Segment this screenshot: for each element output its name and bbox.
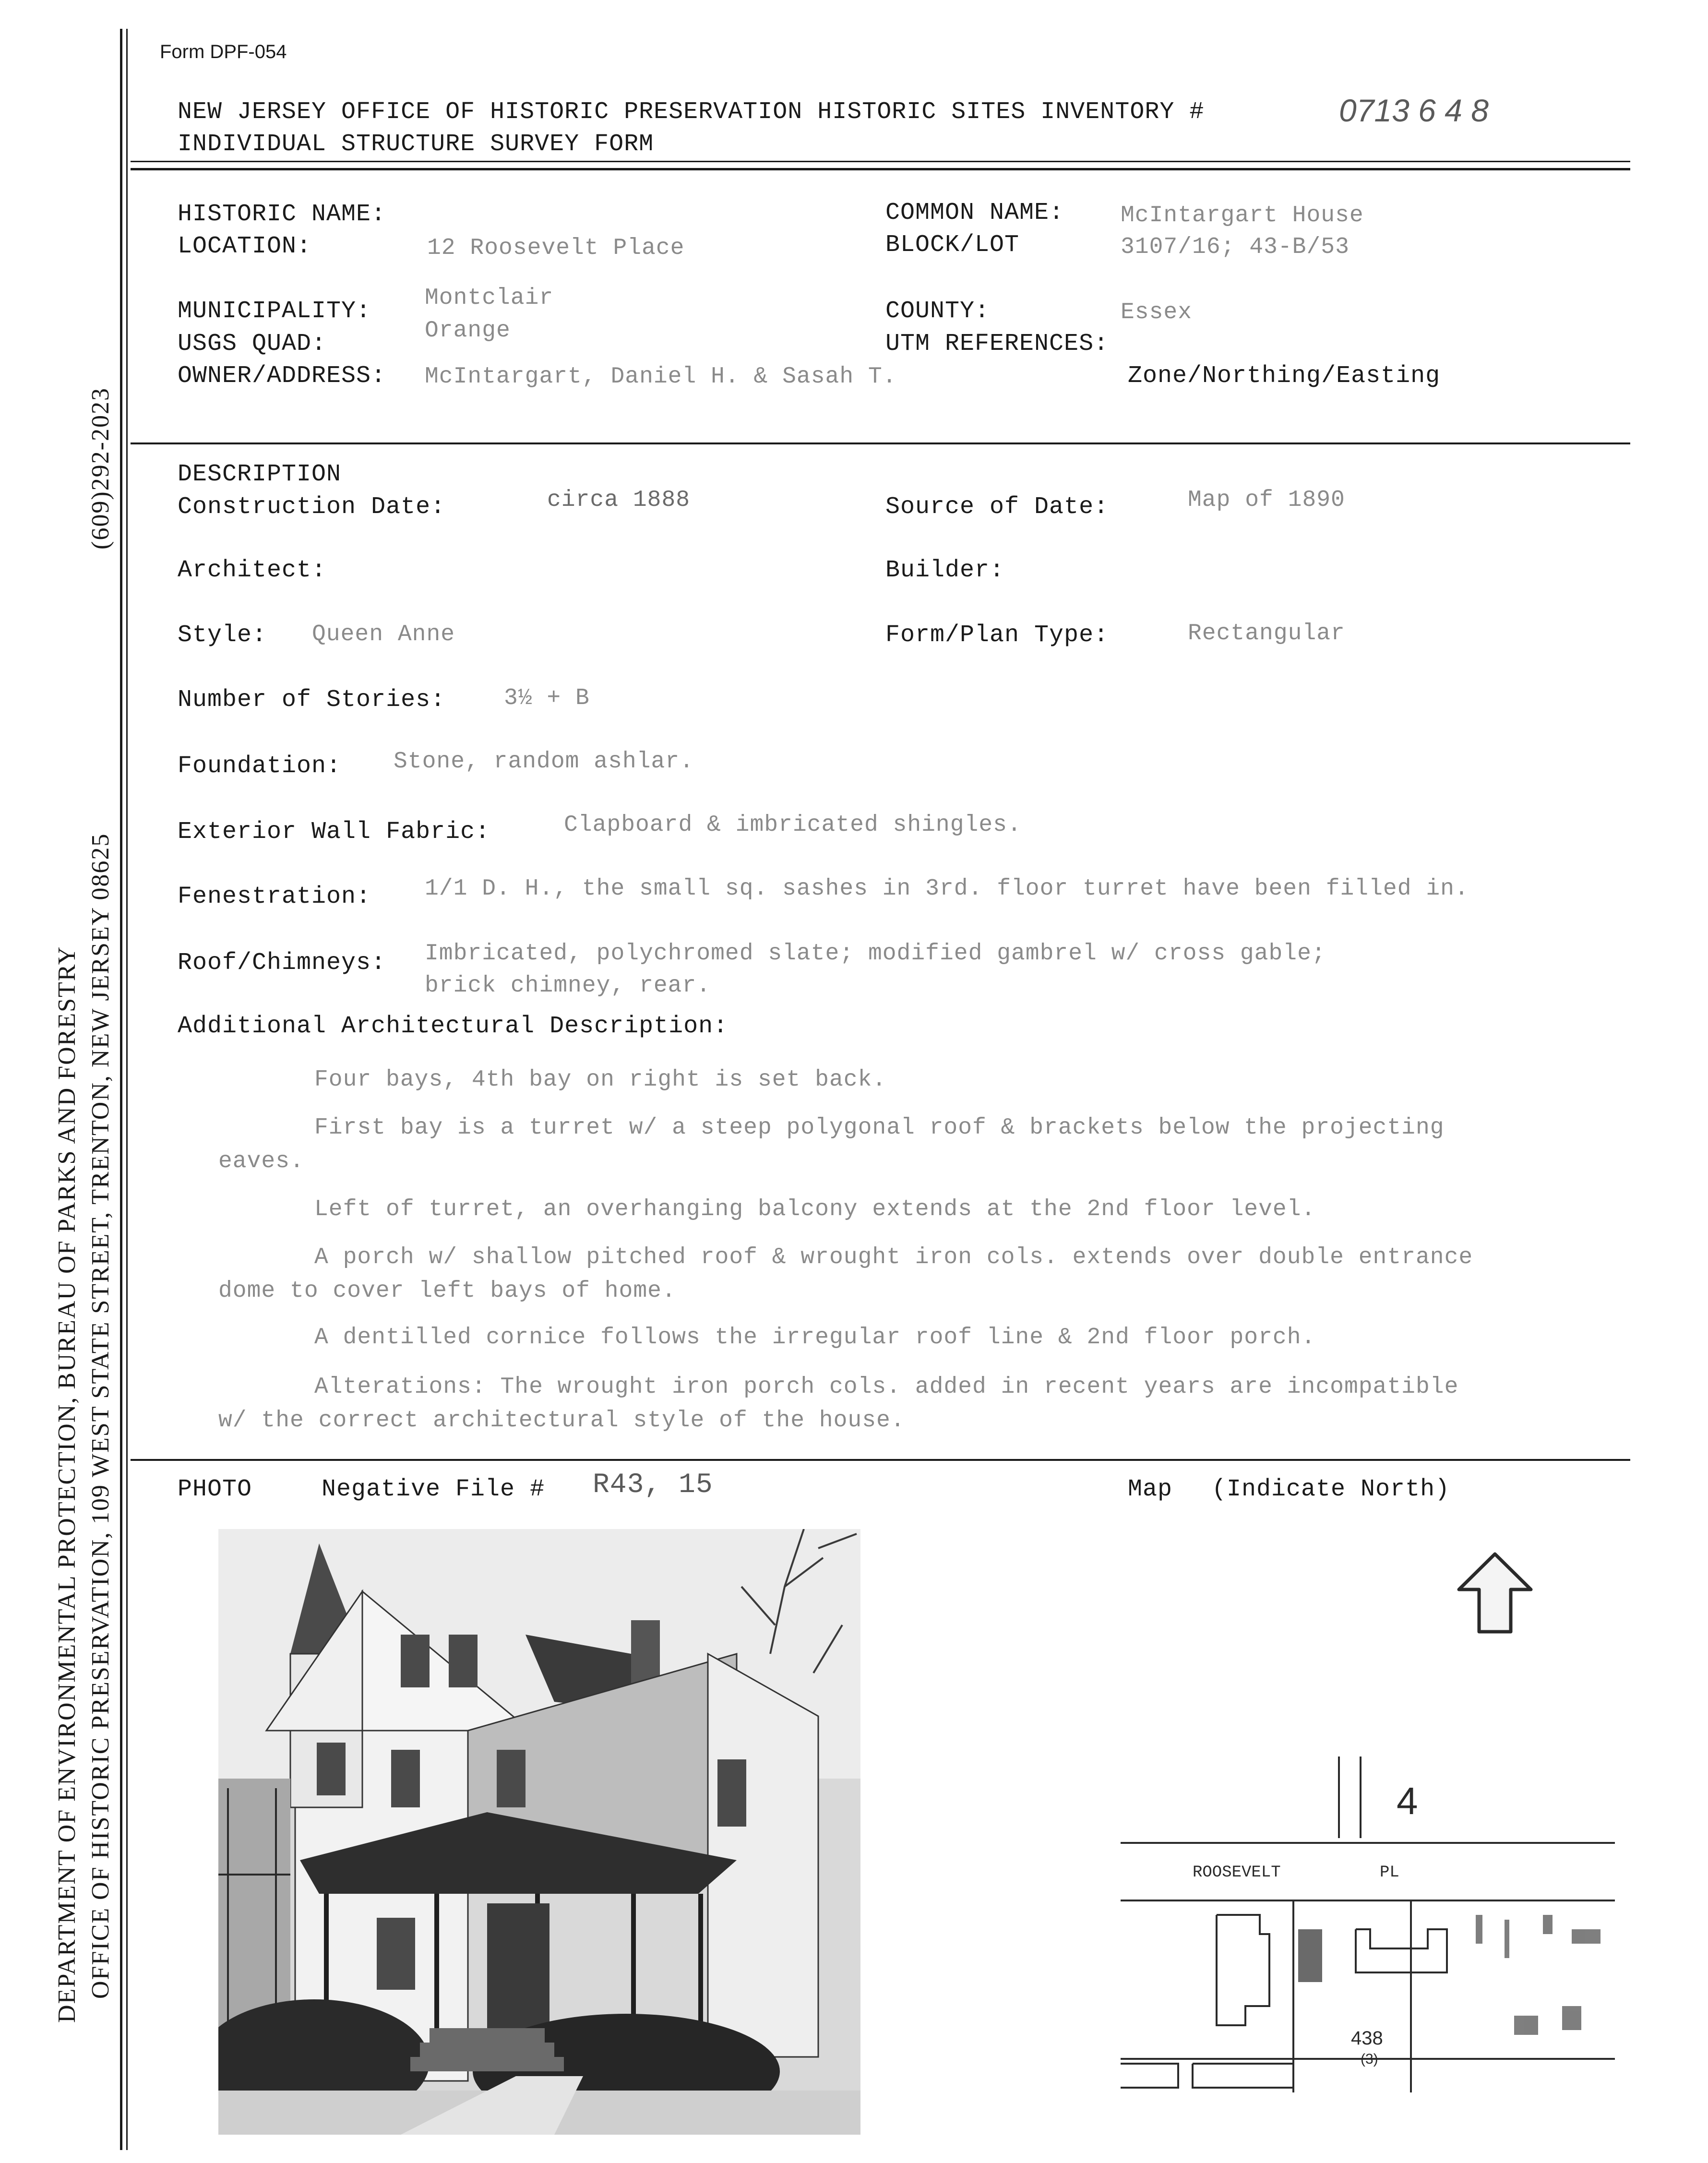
sidebar-office-address: OFFICE OF HISTORIC PRESERVATION, 109 WEST STATE STREET, TRENTON, NEW JERSEY 08625 [87, 833, 114, 1999]
wall-fabric-label: Exterior Wall Fabric: [178, 818, 490, 846]
foundation-value: Stone, random ashlar. [394, 749, 694, 775]
common-name-label: COMMON NAME: [885, 199, 1064, 227]
map-block-number: 4 [1397, 1780, 1418, 1822]
county-value: Essex [1121, 299, 1193, 325]
map-indicate-north: (Indicate North) [1212, 1476, 1450, 1503]
roof-chimneys-value-line1: Imbricated, polychromed slate; modified gambrel w/ cross gable; [425, 941, 1326, 967]
wall-fabric-value: Clapboard & imbricated shingles. [564, 812, 1022, 838]
section-rule-description [131, 1459, 1630, 1461]
map-label: Map [1128, 1476, 1173, 1503]
style-label: Style: [178, 621, 267, 649]
house-photograph [218, 1529, 860, 2135]
photo-label: PHOTO [178, 1476, 252, 1503]
form-number: Form DPF-054 [160, 41, 287, 62]
inventory-number: 0713 6 4 8 [1339, 93, 1489, 128]
roof-chimneys-label: Roof/Chimneys: [178, 949, 386, 977]
utm-label: UTM REFERENCES: [885, 330, 1109, 358]
owner-address-value: McIntargart, Daniel H. & Sasah T. [425, 364, 897, 390]
site-map [1121, 1757, 1615, 2092]
historic-name-label: HISTORIC NAME: [178, 201, 386, 228]
description-paragraph-3: Left of turret, an overhanging balcony extends at the 2nd floor level. [314, 1196, 1316, 1222]
sidebar-phone: (609)292-2023 [87, 387, 114, 550]
block-lot-label: BLOCK/LOT [885, 231, 1020, 259]
description-paragraph-2: First bay is a turret w/ a steep polygonal roof & brackets below the projecting eaves. [218, 1115, 1445, 1174]
roof-chimneys-value-line2: brick chimney, rear. [425, 973, 711, 999]
common-name-value: McIntargart House [1121, 203, 1364, 228]
fenestration-value: 1/1 D. H., the small sq. sashes in 3rd. floor turret have been filled in. [425, 876, 1469, 902]
utm-sub-label: Zone/Northing/Easting [1128, 362, 1441, 390]
construction-date-label: Construction Date: [178, 493, 446, 521]
map-lot-number: 438 [1351, 2028, 1383, 2049]
negative-file-value: R43, 15 [593, 1470, 713, 1501]
description-paragraph-4: A porch w/ shallow pitched roof & wrought iron cols. extends over double entrance dome to cover left bays of home. [218, 1244, 1473, 1304]
foundation-label: Foundation: [178, 753, 342, 780]
form-plan-value: Rectangular [1188, 621, 1345, 646]
description-paragraph-1: Four bays, 4th bay on right is set back. [314, 1067, 887, 1093]
usgs-quad-label: USGS QUAD: [178, 330, 327, 358]
left-border-rule-outer [120, 29, 122, 2150]
header-rule-bottom [131, 168, 1630, 170]
source-of-date-label: Source of Date: [885, 493, 1109, 521]
description-heading: DESCRIPTION [178, 461, 342, 488]
map-street-label: ROOSEVELT [1193, 1864, 1281, 1882]
stories-label: Number of Stories: [178, 686, 446, 714]
additional-description-label: Additional Architectural Description: [178, 1013, 729, 1040]
section-rule-identification [131, 442, 1630, 444]
construction-date-value: circa 1888 [547, 487, 691, 513]
form-plan-label: Form/Plan Type: [885, 621, 1109, 649]
usgs-quad-value: Orange [425, 318, 511, 344]
style-value: Queen Anne [312, 621, 455, 647]
stories-value: 3½ + B [504, 685, 590, 711]
description-paragraph-5: A dentilled cornice follows the irregular roof line & 2nd floor porch. [314, 1325, 1316, 1350]
north-arrow-icon [1454, 1550, 1536, 1637]
municipality-label: MUNICIPALITY: [178, 298, 371, 325]
block-lot-value: 3107/16; 43-B/53 [1121, 234, 1350, 260]
location-label: LOCATION: [178, 233, 312, 260]
form-title: NEW JERSEY OFFICE OF HISTORIC PRESERVATION HISTORIC SITES INVENTORY # [178, 98, 1205, 126]
map-lot-sub: (3) [1361, 2051, 1378, 2067]
map-street-suffix: PL [1380, 1864, 1399, 1882]
negative-file-label: Negative File # [322, 1476, 545, 1503]
fenestration-label: Fenestration: [178, 883, 371, 910]
location-value: 12 Roosevelt Place [427, 235, 685, 261]
left-border-rule-inner [126, 29, 128, 2150]
form-subtitle: INDIVIDUAL STRUCTURE SURVEY FORM [178, 131, 654, 158]
sidebar-department: DEPARTMENT OF ENVIRONMENTAL PROTECTION, BUREAU OF PARKS AND FORESTRY [53, 945, 81, 2023]
builder-label: Builder: [885, 557, 1005, 584]
description-paragraph-6: Alterations: The wrought iron porch cols. added in recent years are incompatible w/ the correct architectural style of the house. [218, 1374, 1459, 1434]
source-of-date-value: Map of 1890 [1188, 487, 1345, 513]
municipality-value: Montclair [425, 285, 554, 311]
architect-label: Architect: [178, 557, 327, 584]
owner-address-label: OWNER/ADDRESS: [178, 362, 386, 390]
county-label: COUNTY: [885, 298, 990, 325]
header-rule-top [131, 161, 1630, 162]
